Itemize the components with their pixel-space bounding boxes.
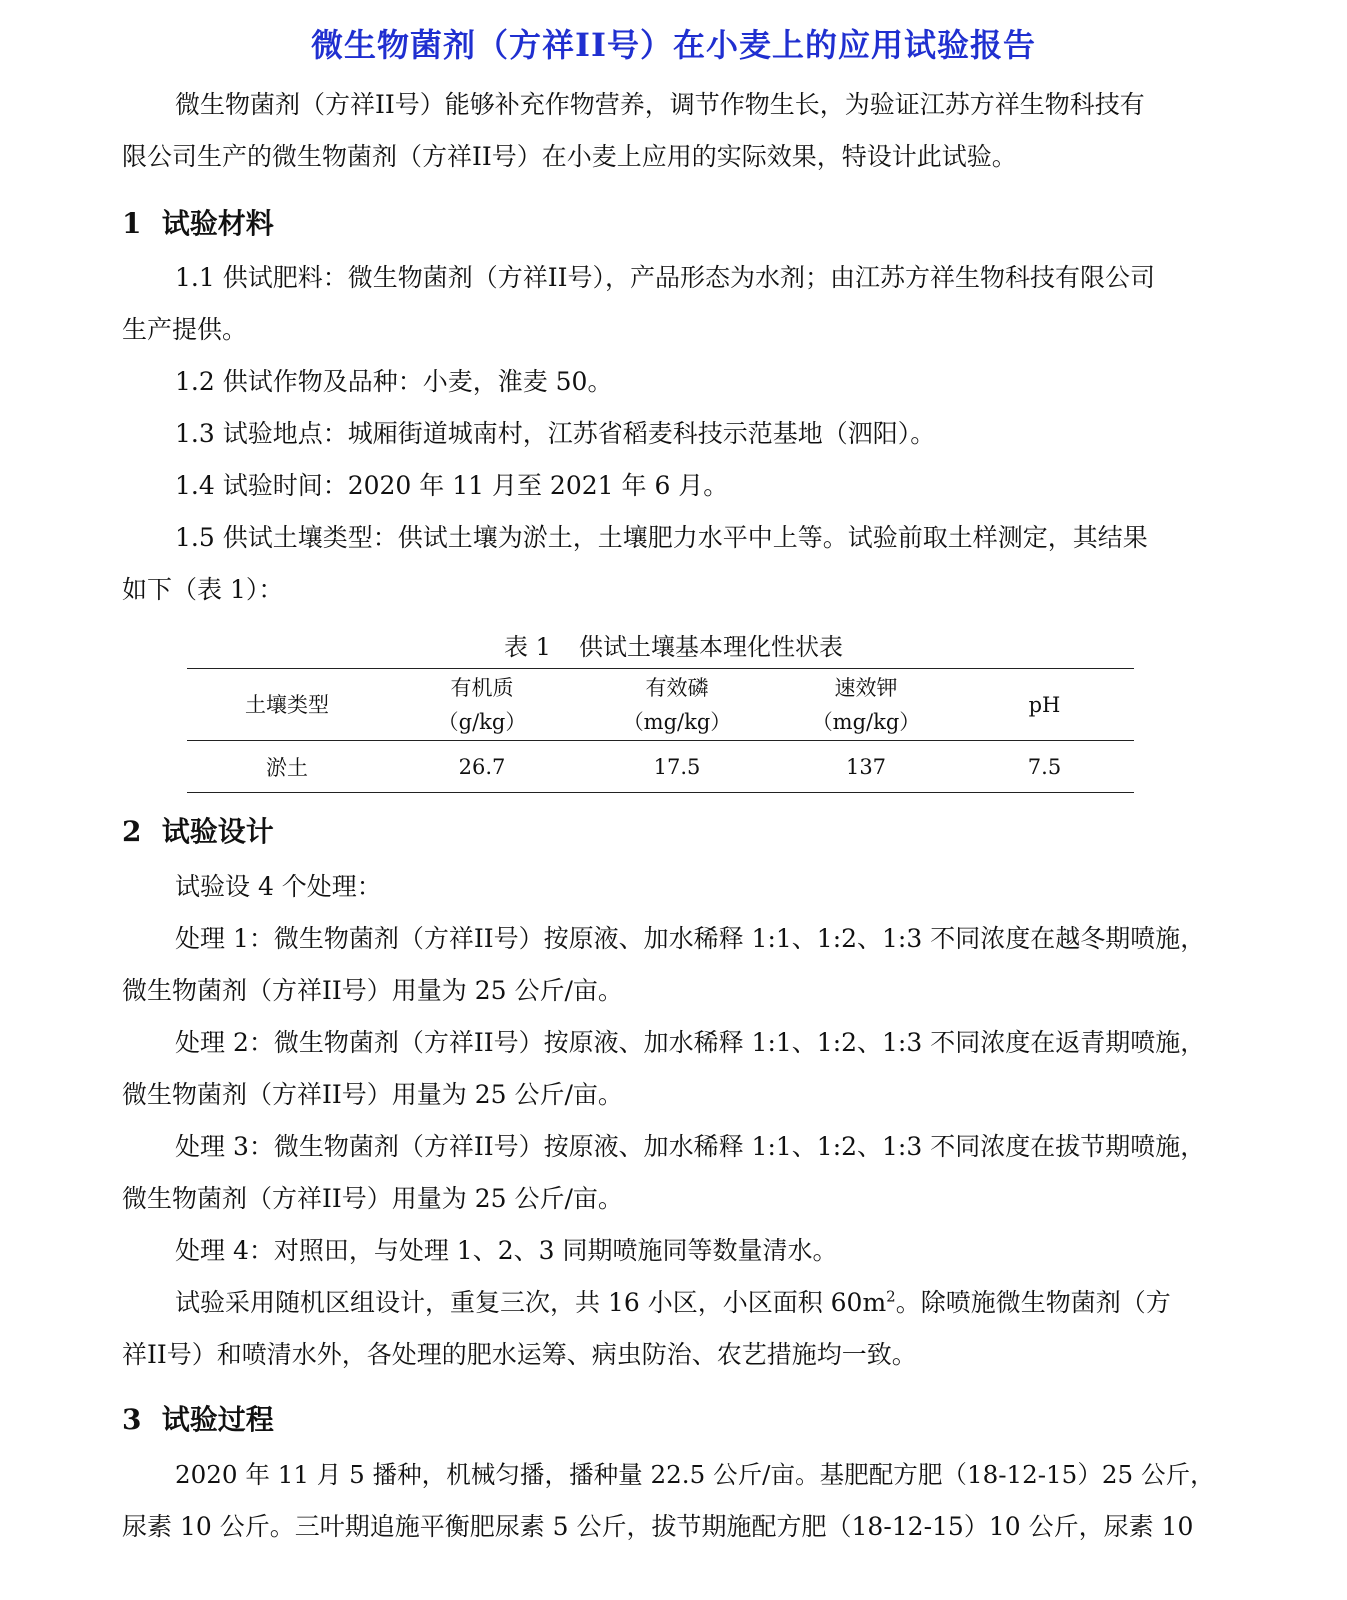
item-1-3: 1.3 试验地点：城厢街道城南村，江苏省稻麦科技示范基地（泗阳）。 xyxy=(175,419,936,448)
section-2-title: 试验设计 xyxy=(161,815,274,848)
item-1-4: 1.4 试验时间：2020 年 11 月至 2021 年 6 月。 xyxy=(175,471,729,500)
table-1-caption-label: 表 1 xyxy=(504,633,551,661)
design-line-1 xyxy=(175,1288,1171,1318)
process-line-2: 尿素 10 公斤。三叶期追施平衡肥尿素 5 公斤，拔节期施配方肥（18-12-15）10 公斤，尿素 10 xyxy=(122,1512,1194,1541)
header-ph: pH xyxy=(1028,692,1061,717)
intro-line-1: 微生物菌剂（方祥II号）能够补充作物营养，调节作物生长，为验证江苏方祥生物科技有 xyxy=(175,90,1145,119)
treatment-2-line-2: 微生物菌剂（方祥II号）用量为 25 公斤/亩。 xyxy=(122,1080,623,1109)
item-1-1-line-2: 生产提供。 xyxy=(122,315,248,344)
table-1-caption-text: 供试土壤基本理化性状表 xyxy=(578,633,843,661)
header-organic-matter-name: 有机质 xyxy=(450,675,514,700)
table-row xyxy=(187,741,1134,793)
section-1-title: 试验材料 xyxy=(161,207,274,240)
header-organic-matter xyxy=(387,669,577,741)
treatment-3-line-2: 微生物菌剂（方祥II号）用量为 25 公斤/亩。 xyxy=(122,1184,623,1213)
section-1-heading xyxy=(122,202,274,242)
soil-properties-table xyxy=(187,668,1134,793)
section-3-heading xyxy=(122,1398,274,1438)
header-available-phosphorus xyxy=(577,669,777,741)
header-available-potassium-name: 速效钾 xyxy=(834,675,898,700)
cell-available-potassium: 137 xyxy=(845,754,887,779)
section-3-number: 3 xyxy=(122,1403,142,1436)
section-1-number: 1 xyxy=(122,207,142,240)
cell-soil-type: 淤土 xyxy=(266,755,308,780)
header-soil-type: 土壤类型 xyxy=(245,692,329,717)
treatment-3-line-1: 处理 3：微生物菌剂（方祥II号）按原液、加水稀释 1:1、1:2、1:3 不同浓度在拔节期喷施， xyxy=(175,1132,1206,1161)
item-1-5-line-1: 1.5 供试土壤类型：供试土壤为淤土，土壤肥力水平中上等。试验前取土样测定，其结果 xyxy=(175,523,1148,552)
section-2-number: 2 xyxy=(122,815,142,848)
header-available-phosphorus-name: 有效磷 xyxy=(645,675,709,700)
treatment-1-line-1: 处理 1：微生物菌剂（方祥II号）按原液、加水稀释 1:1、1:2、1:3 不同浓度在越冬期喷施， xyxy=(175,924,1206,953)
section-3-title: 试验过程 xyxy=(161,1403,274,1436)
header-available-potassium xyxy=(777,669,955,741)
item-1-2: 1.2 供试作物及品种：小麦，淮麦 50。 xyxy=(175,367,613,396)
table-1-caption xyxy=(0,627,1347,662)
header-available-potassium-unit: （mg/kg） xyxy=(811,709,921,734)
header-organic-matter-unit: （g/kg） xyxy=(437,709,527,734)
intro-line-2: 限公司生产的微生物菌剂（方祥II号）在小麦上应用的实际效果，特设计此试验。 xyxy=(122,142,1017,171)
treatment-1-line-2: 微生物菌剂（方祥II号）用量为 25 公斤/亩。 xyxy=(122,976,623,1005)
treatment-4: 处理 4：对照田，与处理 1、2、3 同期喷施同等数量清水。 xyxy=(175,1236,838,1265)
section-2-intro: 试验设 4 个处理： xyxy=(175,872,382,901)
item-1-5-line-2: 如下（表 1）： xyxy=(122,575,284,604)
report-title: 微生物菌剂（方祥II号）在小麦上的应用试验报告 xyxy=(311,26,1036,64)
cell-available-phosphorus: 17.5 xyxy=(653,754,701,779)
section-2-heading xyxy=(122,810,274,850)
header-available-phosphorus-unit: （mg/kg） xyxy=(622,709,732,734)
treatment-2-line-1: 处理 2：微生物菌剂（方祥II号）按原液、加水稀释 1:1、1:2、1:3 不同浓度在返青期喷施， xyxy=(175,1028,1206,1057)
cell-ph: 7.5 xyxy=(1027,754,1062,779)
design-line-1-text-b: 。除喷施微生物菌剂（方 xyxy=(895,1288,1171,1317)
design-line-1-text-a: 试验采用随机区组设计，重复三次，共 16 小区，小区面积 60m xyxy=(175,1288,887,1317)
process-line-1: 2020 年 11 月 5 播种，机械匀播，播种量 22.5 公斤/亩。基肥配方肥（18-12-15）25 公斤， xyxy=(175,1460,1215,1489)
area-superscript: 2 xyxy=(886,1287,896,1306)
table-header-row xyxy=(187,669,1134,741)
item-1-1-line-1: 1.1 供试肥料：微生物菌剂（方祥II号），产品形态为水剂；由江苏方祥生物科技有限公司 xyxy=(175,263,1155,292)
design-line-2: 祥II号）和喷清水外，各处理的肥水运筹、病虫防治、农艺措施均一致。 xyxy=(122,1340,917,1369)
cell-organic-matter: 26.7 xyxy=(458,754,506,779)
